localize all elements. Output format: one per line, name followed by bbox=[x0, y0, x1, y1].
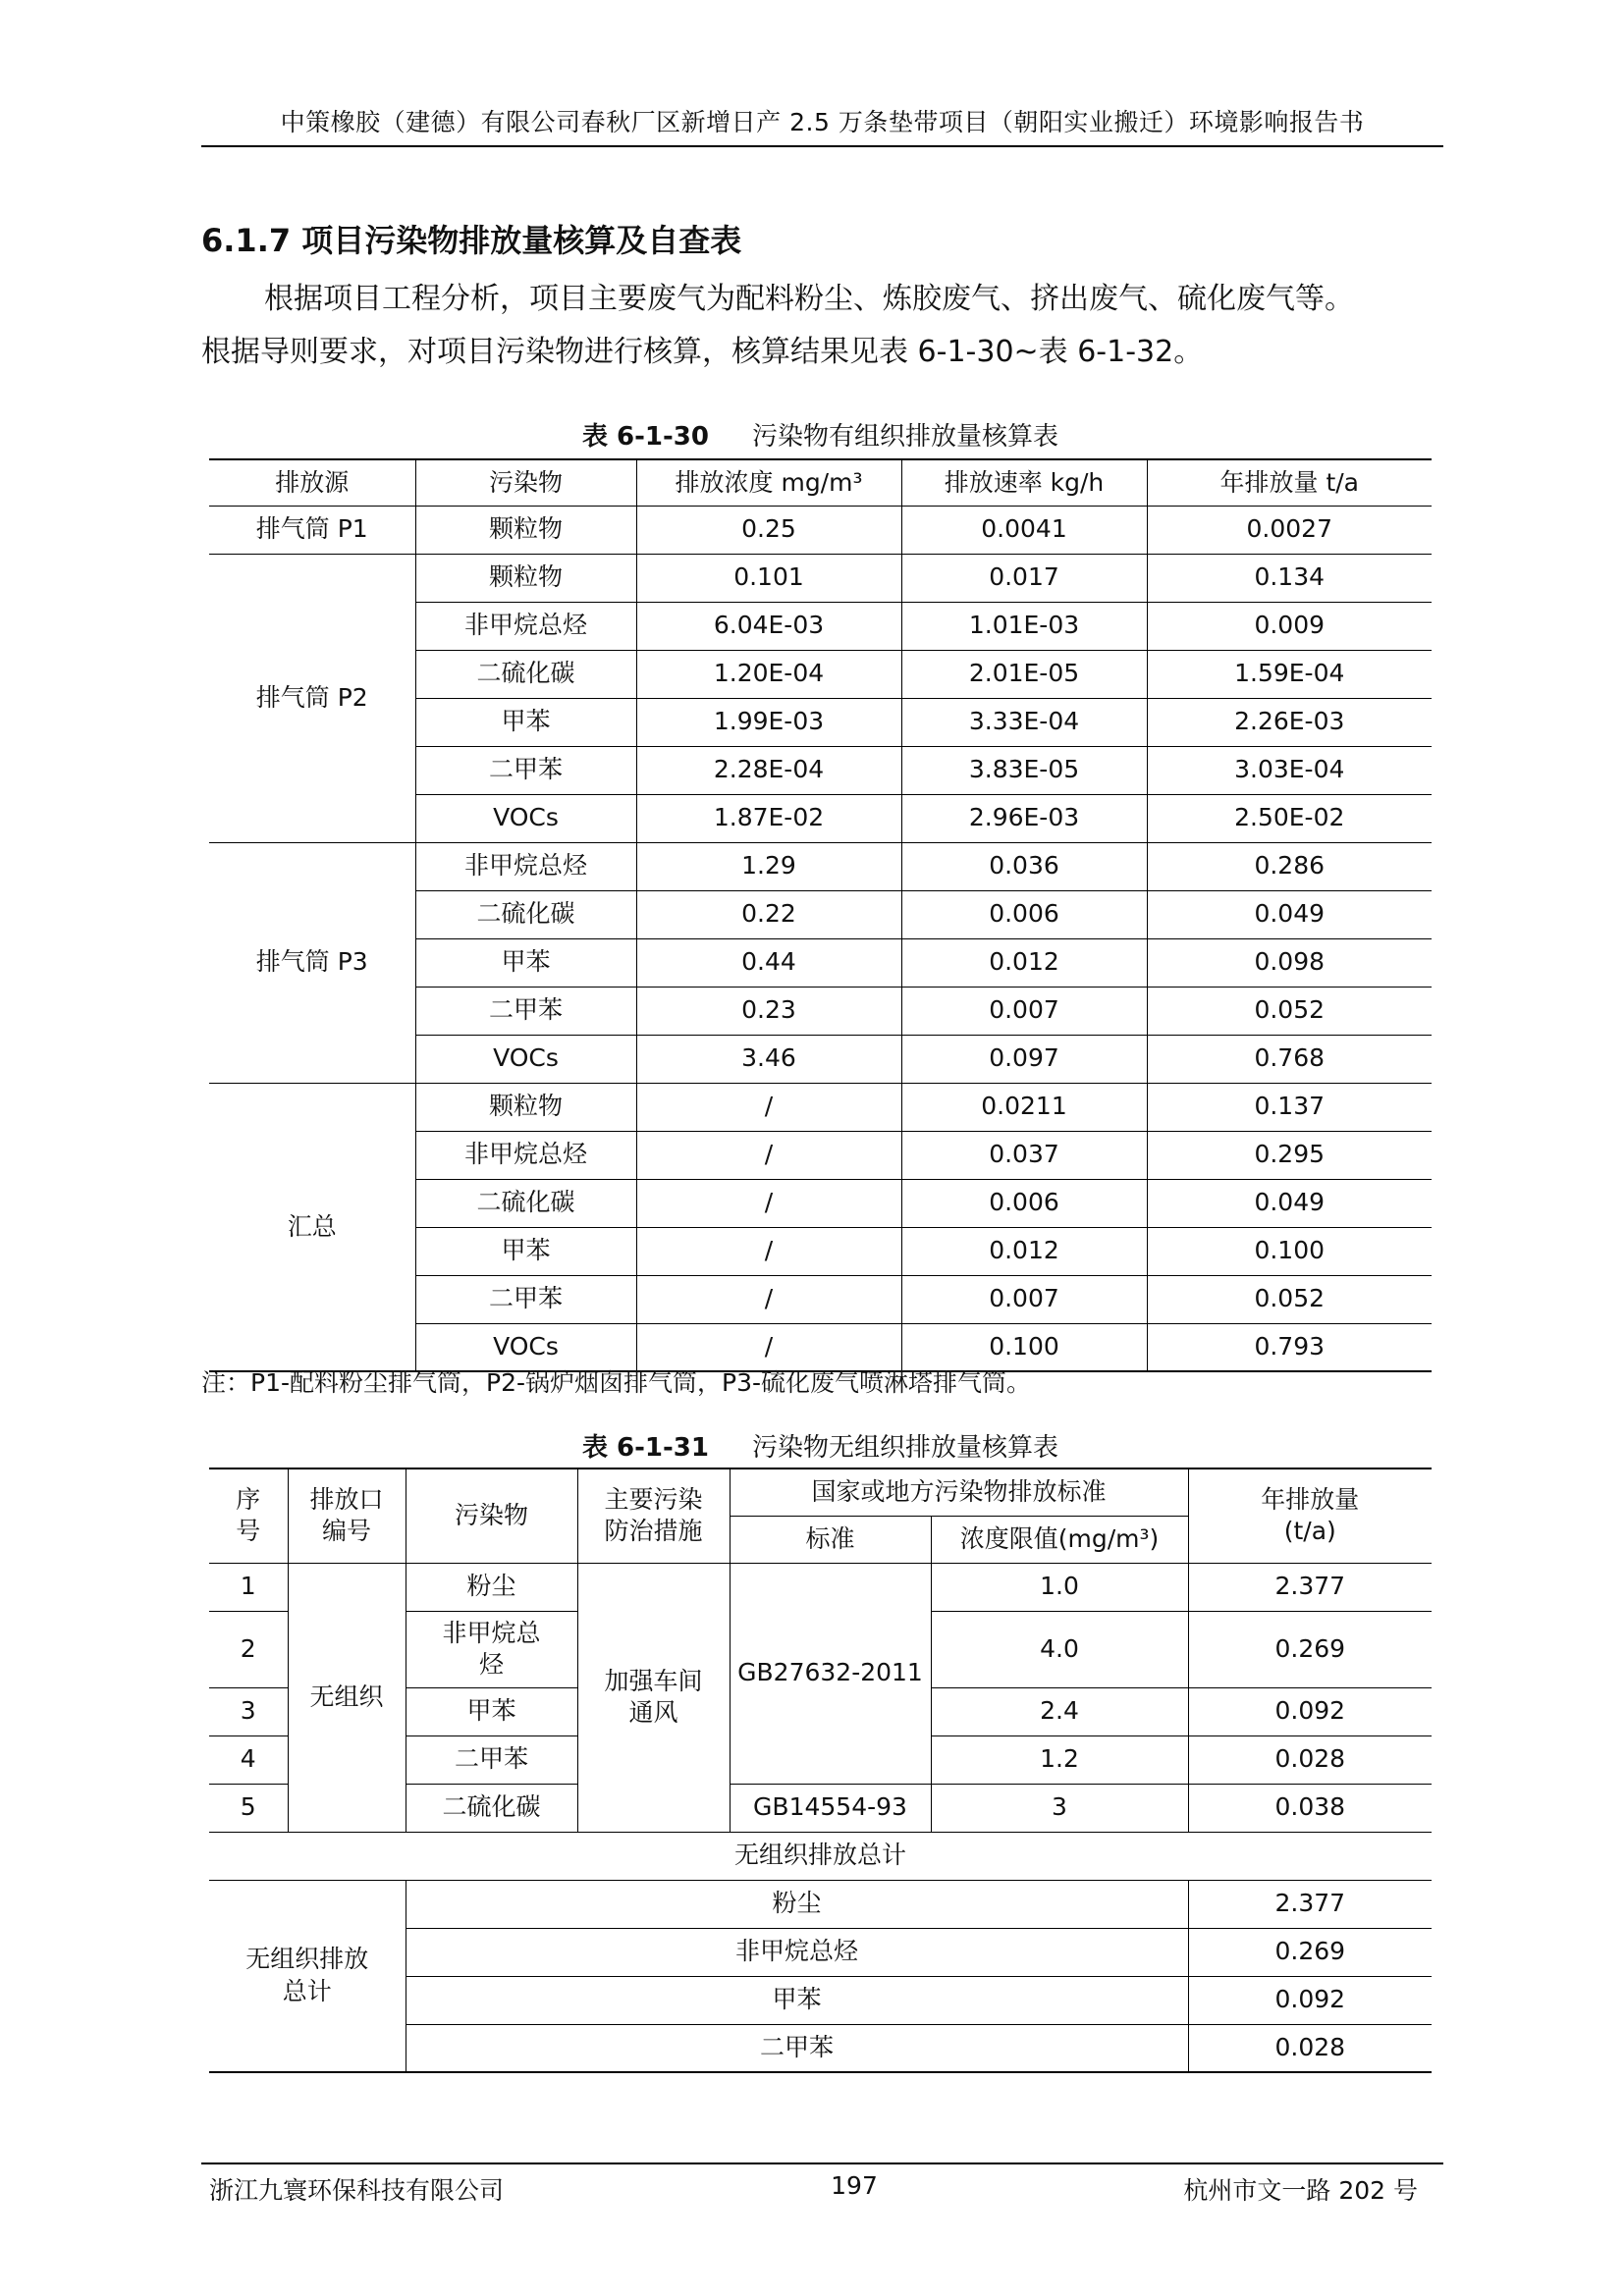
table1-annual-cell: 0.0027 bbox=[1147, 506, 1432, 554]
table1-rate-cell: 3.33E-04 bbox=[901, 698, 1147, 746]
table1-header-row bbox=[209, 459, 1432, 506]
table1-annual-cell: 3.03E-04 bbox=[1147, 746, 1432, 794]
table1-concentration-cell: / bbox=[636, 1323, 901, 1371]
total-value: 0.269 bbox=[1188, 1928, 1432, 1976]
header-annual: 年排放量 (t/a) bbox=[1188, 1468, 1432, 1563]
standard-cell-b: GB14554-93 bbox=[730, 1784, 931, 1832]
header-rule bbox=[201, 145, 1443, 147]
table1-rate-cell: 0.007 bbox=[901, 1275, 1147, 1323]
table1-pollutant-cell: 二甲苯 bbox=[415, 1275, 636, 1323]
table1-row bbox=[209, 506, 1432, 554]
table1-source-cell: 排气筒 P1 bbox=[209, 506, 415, 554]
table1-source-cell: 排气筒 P3 bbox=[209, 842, 415, 1083]
table1-concentration-cell: / bbox=[636, 1275, 901, 1323]
table1-annual-cell: 2.26E-03 bbox=[1147, 698, 1432, 746]
table1-rate-cell: 0.012 bbox=[901, 1227, 1147, 1275]
header-outlet: 排放口 编号 bbox=[288, 1468, 406, 1563]
table1-annual-cell: 0.052 bbox=[1147, 1275, 1432, 1323]
table1-rate-cell: 0.100 bbox=[901, 1323, 1147, 1371]
row-annual: 0.028 bbox=[1188, 1735, 1432, 1784]
table1-annual-cell: 0.009 bbox=[1147, 602, 1432, 650]
table1-caption-number: 表 6-1-30 bbox=[581, 422, 709, 452]
table1-concentration-cell: / bbox=[636, 1131, 901, 1179]
row-seq: 4 bbox=[209, 1735, 288, 1784]
footer-company: 浙江九寰环保科技有限公司 bbox=[209, 2176, 505, 2205]
table1-pollutant-cell: 非甲烷总烃 bbox=[415, 602, 636, 650]
table1-annual-cell: 0.100 bbox=[1147, 1227, 1432, 1275]
table1-pollutant-cell: 甲苯 bbox=[415, 1227, 636, 1275]
table1-rate-cell: 0.097 bbox=[901, 1035, 1147, 1083]
total-value: 2.377 bbox=[1188, 1880, 1432, 1928]
row-limit: 1.0 bbox=[931, 1563, 1188, 1611]
total-pollutant: 二甲苯 bbox=[406, 2024, 1188, 2072]
table1-pollutant-cell: 非甲烷总烃 bbox=[415, 842, 636, 890]
table1-annual-cell: 0.134 bbox=[1147, 554, 1432, 602]
table2-caption bbox=[209, 1427, 1432, 1464]
table1-rate-cell: 0.0211 bbox=[901, 1083, 1147, 1131]
table1-pollutant-cell: 二甲苯 bbox=[415, 987, 636, 1035]
table1-annual-cell: 0.137 bbox=[1147, 1083, 1432, 1131]
table1-row bbox=[209, 1083, 1432, 1131]
table1-rate-cell: 0.007 bbox=[901, 987, 1147, 1035]
table1-rate-cell: 0.037 bbox=[901, 1131, 1147, 1179]
table1-concentration-cell: 1.99E-03 bbox=[636, 698, 901, 746]
table1-row bbox=[209, 554, 1432, 602]
table1-annual-cell: 0.286 bbox=[1147, 842, 1432, 890]
table1-concentration-cell: 0.22 bbox=[636, 890, 901, 938]
standard-cell-a: GB27632-2011 bbox=[730, 1563, 931, 1784]
table1-rate-cell: 2.96E-03 bbox=[901, 794, 1147, 842]
table1-row bbox=[209, 842, 1432, 890]
table1-concentration-cell: 2.28E-04 bbox=[636, 746, 901, 794]
row-pollutant: 二硫化碳 bbox=[406, 1784, 577, 1832]
header-seq: 序 号 bbox=[209, 1468, 288, 1563]
table1-rate-cell: 0.017 bbox=[901, 554, 1147, 602]
table1-pollutant-cell: VOCs bbox=[415, 794, 636, 842]
table1-header-cell: 排放浓度 mg/m³ bbox=[636, 459, 901, 506]
row-pollutant: 非甲烷总 烃 bbox=[406, 1611, 577, 1687]
intro-paragraph bbox=[201, 273, 1443, 379]
row-annual: 0.269 bbox=[1188, 1611, 1432, 1687]
table1-annual-cell: 2.50E-02 bbox=[1147, 794, 1432, 842]
row-annual: 2.377 bbox=[1188, 1563, 1432, 1611]
table1-concentration-cell: 0.25 bbox=[636, 506, 901, 554]
table1-concentration-cell: / bbox=[636, 1179, 901, 1227]
total-title: 无组织排放总计 bbox=[209, 1832, 1432, 1880]
row-limit: 1.2 bbox=[931, 1735, 1188, 1784]
table1-pollutant-cell: 甲苯 bbox=[415, 698, 636, 746]
row-limit: 2.4 bbox=[931, 1687, 1188, 1735]
row-seq: 1 bbox=[209, 1563, 288, 1611]
table1-header-cell: 排放源 bbox=[209, 459, 415, 506]
table1-rate-cell: 3.83E-05 bbox=[901, 746, 1147, 794]
table1-concentration-cell: 0.23 bbox=[636, 987, 901, 1035]
header-standard: 标准 bbox=[730, 1516, 931, 1563]
table1-pollutant-cell: 甲苯 bbox=[415, 938, 636, 987]
intro-line-2: 根据导则要求，对项目污染物进行核算，核算结果见表 6-1-30~表 6-1-32。 bbox=[201, 335, 1204, 369]
table1-annual-cell: 1.59E-04 bbox=[1147, 650, 1432, 698]
table1-pollutant-cell: 颗粒物 bbox=[415, 554, 636, 602]
row-pollutant: 粉尘 bbox=[406, 1563, 577, 1611]
row-seq: 2 bbox=[209, 1611, 288, 1687]
table1-pollutant-cell: 非甲烷总烃 bbox=[415, 1131, 636, 1179]
total-pollutant: 甲苯 bbox=[406, 1976, 1188, 2024]
table1-concentration-cell: 6.04E-03 bbox=[636, 602, 901, 650]
total-pollutant: 粉尘 bbox=[406, 1880, 1188, 1928]
table1-header-cell: 污染物 bbox=[415, 459, 636, 506]
table1-concentration-cell: 1.20E-04 bbox=[636, 650, 901, 698]
table1-rate-cell: 1.01E-03 bbox=[901, 602, 1147, 650]
table1-header-cell: 年排放量 t/a bbox=[1147, 459, 1432, 506]
table1-annual-cell: 0.768 bbox=[1147, 1035, 1432, 1083]
total-label: 无组织排放 总计 bbox=[209, 1880, 406, 2072]
table1-concentration-cell: 1.87E-02 bbox=[636, 794, 901, 842]
table1-concentration-cell: / bbox=[636, 1083, 901, 1131]
table1-source-cell: 汇总 bbox=[209, 1083, 415, 1371]
outlet-cell: 无组织 bbox=[288, 1563, 406, 1832]
row-annual: 0.038 bbox=[1188, 1784, 1432, 1832]
table2-caption-number: 表 6-1-31 bbox=[581, 1433, 709, 1463]
table1-pollutant-cell: 二硫化碳 bbox=[415, 650, 636, 698]
table1-rate-cell: 0.006 bbox=[901, 1179, 1147, 1227]
fugitive-emission-table bbox=[209, 1468, 1432, 2073]
table1-concentration-cell: 1.29 bbox=[636, 842, 901, 890]
page-number: 197 bbox=[831, 2171, 878, 2200]
page-header: 中策橡胶（建德）有限公司春秋厂区新增日产 2.5 万条垫带项目（朝阳实业搬迁）环境影响报告书 bbox=[280, 108, 1365, 136]
table1-pollutant-cell: 二甲苯 bbox=[415, 746, 636, 794]
table1-rate-cell: 0.012 bbox=[901, 938, 1147, 987]
row-limit: 4.0 bbox=[931, 1611, 1188, 1687]
table1-pollutant-cell: 二硫化碳 bbox=[415, 1179, 636, 1227]
table2-caption-title: 污染物无组织排放量核算表 bbox=[751, 1433, 1058, 1463]
table1-caption bbox=[209, 416, 1432, 453]
table1-annual-cell: 0.098 bbox=[1147, 938, 1432, 987]
intro-line-1: 根据项目工程分析，项目主要废气为配料粉尘、炼胶废气、挤出废气、硫化废气等。 bbox=[264, 282, 1354, 316]
row-seq: 3 bbox=[209, 1687, 288, 1735]
row-annual: 0.092 bbox=[1188, 1687, 1432, 1735]
total-value: 0.092 bbox=[1188, 1976, 1432, 2024]
row-seq: 5 bbox=[209, 1784, 288, 1832]
footer-address: 杭州市文一路 202 号 bbox=[1183, 2176, 1418, 2205]
table1-concentration-cell: / bbox=[636, 1227, 901, 1275]
row-limit: 3 bbox=[931, 1784, 1188, 1832]
table1-pollutant-cell: VOCs bbox=[415, 1035, 636, 1083]
row-pollutant: 甲苯 bbox=[406, 1687, 577, 1735]
table1-pollutant-cell: 二硫化碳 bbox=[415, 890, 636, 938]
measures-cell: 加强车间 通风 bbox=[577, 1563, 730, 1832]
table1-pollutant-cell: 颗粒物 bbox=[415, 506, 636, 554]
table1-rate-cell: 0.006 bbox=[901, 890, 1147, 938]
table1-pollutant-cell: VOCs bbox=[415, 1323, 636, 1371]
total-pollutant: 非甲烷总烃 bbox=[406, 1928, 1188, 1976]
total-value: 0.028 bbox=[1188, 2024, 1432, 2072]
organized-emission-table bbox=[209, 458, 1432, 1372]
table1-concentration-cell: 0.44 bbox=[636, 938, 901, 987]
table1-caption-title: 污染物有组织排放量核算表 bbox=[751, 422, 1058, 452]
header-standard-group: 国家或地方污染物排放标准 bbox=[730, 1468, 1188, 1516]
table1-concentration-cell: 0.101 bbox=[636, 554, 901, 602]
table1-annual-cell: 0.793 bbox=[1147, 1323, 1432, 1371]
table1-pollutant-cell: 颗粒物 bbox=[415, 1083, 636, 1131]
table1-concentration-cell: 3.46 bbox=[636, 1035, 901, 1083]
row-pollutant: 二甲苯 bbox=[406, 1735, 577, 1784]
table1-header-cell: 排放速率 kg/h bbox=[901, 459, 1147, 506]
header-pollutant: 污染物 bbox=[406, 1468, 577, 1563]
table1-source-cell: 排气筒 P2 bbox=[209, 554, 415, 842]
header-limit: 浓度限值(mg/m³) bbox=[931, 1516, 1188, 1563]
table1-rate-cell: 2.01E-05 bbox=[901, 650, 1147, 698]
table1-rate-cell: 0.036 bbox=[901, 842, 1147, 890]
table1-rate-cell: 0.0041 bbox=[901, 506, 1147, 554]
footer-rule bbox=[201, 2163, 1443, 2164]
header-measures: 主要污染 防治措施 bbox=[577, 1468, 730, 1563]
section-title: 6.1.7 项目污染物排放量核算及自查表 bbox=[201, 222, 742, 259]
table1-annual-cell: 0.049 bbox=[1147, 1179, 1432, 1227]
table1-annual-cell: 0.052 bbox=[1147, 987, 1432, 1035]
table1-annual-cell: 0.049 bbox=[1147, 890, 1432, 938]
table1-annual-cell: 0.295 bbox=[1147, 1131, 1432, 1179]
table1-note: 注：P1-配料粉尘排气筒，P2-锅炉烟囱排气筒，P3-硫化废气喷淋塔排气筒。 bbox=[201, 1368, 1032, 1397]
